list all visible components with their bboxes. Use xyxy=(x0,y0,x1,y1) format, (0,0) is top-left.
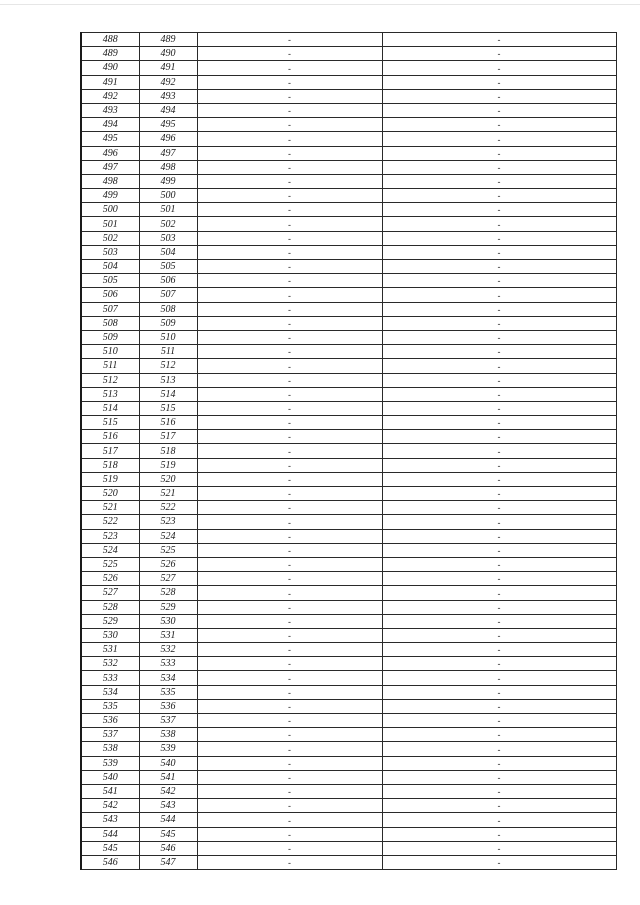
second-number-cell: 500 xyxy=(139,189,197,203)
second-number-cell: 496 xyxy=(139,132,197,146)
second-number-cell: 539 xyxy=(139,742,197,756)
third-column-cell: - xyxy=(197,728,382,742)
table-row xyxy=(81,685,616,699)
third-column-cell: - xyxy=(197,89,382,103)
first-number-cell: 496 xyxy=(81,146,139,160)
first-number-cell: 511 xyxy=(81,359,139,373)
table-row xyxy=(81,756,616,770)
fourth-column-cell: - xyxy=(382,728,616,742)
first-number-cell: 525 xyxy=(81,557,139,571)
first-number-cell: 532 xyxy=(81,657,139,671)
second-number-cell: 526 xyxy=(139,557,197,571)
second-number-cell: 529 xyxy=(139,600,197,614)
second-number-cell: 512 xyxy=(139,359,197,373)
fourth-column-cell: - xyxy=(382,614,616,628)
first-number-cell: 492 xyxy=(81,89,139,103)
table-row xyxy=(81,373,616,387)
first-number-cell: 539 xyxy=(81,756,139,770)
third-column-cell: - xyxy=(197,103,382,117)
fourth-column-cell: - xyxy=(382,174,616,188)
table-row xyxy=(81,714,616,728)
table-row xyxy=(81,416,616,430)
second-number-cell: 538 xyxy=(139,728,197,742)
fourth-column-cell: - xyxy=(382,841,616,855)
third-column-cell: - xyxy=(197,855,382,869)
third-column-cell: - xyxy=(197,416,382,430)
first-number-cell: 490 xyxy=(81,61,139,75)
second-number-cell: 489 xyxy=(139,33,197,47)
second-number-cell: 537 xyxy=(139,714,197,728)
fourth-column-cell: - xyxy=(382,557,616,571)
table-row xyxy=(81,444,616,458)
table-row xyxy=(81,657,616,671)
first-number-cell: 507 xyxy=(81,302,139,316)
fourth-column-cell: - xyxy=(382,231,616,245)
table-row xyxy=(81,572,616,586)
first-number-cell: 522 xyxy=(81,515,139,529)
second-number-cell: 520 xyxy=(139,472,197,486)
fourth-column-cell: - xyxy=(382,47,616,61)
third-column-cell: - xyxy=(197,316,382,330)
first-number-cell: 528 xyxy=(81,600,139,614)
fourth-column-cell: - xyxy=(382,643,616,657)
first-number-cell: 499 xyxy=(81,189,139,203)
table-row xyxy=(81,260,616,274)
fourth-column-cell: - xyxy=(382,203,616,217)
first-number-cell: 495 xyxy=(81,132,139,146)
table-row xyxy=(81,643,616,657)
second-number-cell: 525 xyxy=(139,543,197,557)
first-number-cell: 524 xyxy=(81,543,139,557)
table-row xyxy=(81,742,616,756)
fourth-column-cell: - xyxy=(382,572,616,586)
fourth-column-cell: - xyxy=(382,416,616,430)
fourth-column-cell: - xyxy=(382,260,616,274)
first-number-cell: 544 xyxy=(81,827,139,841)
second-number-cell: 506 xyxy=(139,274,197,288)
second-number-cell: 502 xyxy=(139,217,197,231)
first-number-cell: 519 xyxy=(81,472,139,486)
second-number-cell: 533 xyxy=(139,657,197,671)
third-column-cell: - xyxy=(197,373,382,387)
third-column-cell: - xyxy=(197,75,382,89)
second-number-cell: 494 xyxy=(139,103,197,117)
table-row xyxy=(81,543,616,557)
fourth-column-cell: - xyxy=(382,75,616,89)
first-number-cell: 535 xyxy=(81,699,139,713)
third-column-cell: - xyxy=(197,827,382,841)
second-number-cell: 547 xyxy=(139,855,197,869)
first-number-cell: 509 xyxy=(81,330,139,344)
second-number-cell: 542 xyxy=(139,784,197,798)
first-number-cell: 514 xyxy=(81,401,139,415)
table-row xyxy=(81,557,616,571)
table-row xyxy=(81,799,616,813)
table-row xyxy=(81,600,616,614)
first-number-cell: 536 xyxy=(81,714,139,728)
first-number-cell: 491 xyxy=(81,75,139,89)
table-row xyxy=(81,784,616,798)
second-number-cell: 527 xyxy=(139,572,197,586)
fourth-column-cell: - xyxy=(382,515,616,529)
table-row xyxy=(81,47,616,61)
second-number-cell: 509 xyxy=(139,316,197,330)
third-column-cell: - xyxy=(197,501,382,515)
fourth-column-cell: - xyxy=(382,742,616,756)
first-number-cell: 537 xyxy=(81,728,139,742)
third-column-cell: - xyxy=(197,401,382,415)
fourth-column-cell: - xyxy=(382,501,616,515)
fourth-column-cell: - xyxy=(382,160,616,174)
third-column-cell: - xyxy=(197,430,382,444)
third-column-cell: - xyxy=(197,699,382,713)
first-number-cell: 529 xyxy=(81,614,139,628)
fourth-column-cell: - xyxy=(382,543,616,557)
third-column-cell: - xyxy=(197,458,382,472)
table-row xyxy=(81,430,616,444)
third-column-cell: - xyxy=(197,189,382,203)
second-number-cell: 492 xyxy=(139,75,197,89)
fourth-column-cell: - xyxy=(382,274,616,288)
fourth-column-cell: - xyxy=(382,685,616,699)
table-row xyxy=(81,345,616,359)
fourth-column-cell: - xyxy=(382,373,616,387)
third-column-cell: - xyxy=(197,387,382,401)
first-number-cell: 523 xyxy=(81,529,139,543)
table-row xyxy=(81,501,616,515)
third-column-cell: - xyxy=(197,643,382,657)
third-column-cell: - xyxy=(197,203,382,217)
second-number-cell: 540 xyxy=(139,756,197,770)
first-number-cell: 520 xyxy=(81,487,139,501)
table-row xyxy=(81,302,616,316)
second-number-cell: 490 xyxy=(139,47,197,61)
second-number-cell: 513 xyxy=(139,373,197,387)
third-column-cell: - xyxy=(197,543,382,557)
second-number-cell: 536 xyxy=(139,699,197,713)
first-number-cell: 501 xyxy=(81,217,139,231)
second-number-cell: 493 xyxy=(139,89,197,103)
table-row xyxy=(81,855,616,869)
second-number-cell: 511 xyxy=(139,345,197,359)
fourth-column-cell: - xyxy=(382,359,616,373)
table-row xyxy=(81,174,616,188)
table-row xyxy=(81,699,616,713)
third-column-cell: - xyxy=(197,472,382,486)
first-number-cell: 500 xyxy=(81,203,139,217)
fourth-column-cell: - xyxy=(382,103,616,117)
table-row xyxy=(81,671,616,685)
fourth-column-cell: - xyxy=(382,756,616,770)
first-number-cell: 503 xyxy=(81,245,139,259)
first-number-cell: 488 xyxy=(81,33,139,47)
second-number-cell: 546 xyxy=(139,841,197,855)
fourth-column-cell: - xyxy=(382,586,616,600)
fourth-column-cell: - xyxy=(382,813,616,827)
first-number-cell: 538 xyxy=(81,742,139,756)
fourth-column-cell: - xyxy=(382,600,616,614)
second-number-cell: 510 xyxy=(139,330,197,344)
fourth-column-cell: - xyxy=(382,799,616,813)
fourth-column-cell: - xyxy=(382,444,616,458)
first-number-cell: 530 xyxy=(81,628,139,642)
third-column-cell: - xyxy=(197,714,382,728)
second-number-cell: 503 xyxy=(139,231,197,245)
fourth-column-cell: - xyxy=(382,770,616,784)
fourth-column-cell: - xyxy=(382,146,616,160)
table-row xyxy=(81,813,616,827)
fourth-column-cell: - xyxy=(382,827,616,841)
second-number-cell: 491 xyxy=(139,61,197,75)
third-column-cell: - xyxy=(197,685,382,699)
first-number-cell: 502 xyxy=(81,231,139,245)
first-number-cell: 498 xyxy=(81,174,139,188)
fourth-column-cell: - xyxy=(382,487,616,501)
first-number-cell: 534 xyxy=(81,685,139,699)
first-number-cell: 545 xyxy=(81,841,139,855)
first-number-cell: 513 xyxy=(81,387,139,401)
table-row xyxy=(81,529,616,543)
third-column-cell: - xyxy=(197,600,382,614)
table-row xyxy=(81,146,616,160)
second-number-cell: 517 xyxy=(139,430,197,444)
table-row xyxy=(81,118,616,132)
third-column-cell: - xyxy=(197,174,382,188)
table-row xyxy=(81,586,616,600)
first-number-cell: 497 xyxy=(81,160,139,174)
fourth-column-cell: - xyxy=(382,472,616,486)
third-column-cell: - xyxy=(197,274,382,288)
table-row xyxy=(81,160,616,174)
second-number-cell: 514 xyxy=(139,387,197,401)
second-number-cell: 522 xyxy=(139,501,197,515)
second-number-cell: 519 xyxy=(139,458,197,472)
table-row xyxy=(81,217,616,231)
fourth-column-cell: - xyxy=(382,430,616,444)
third-column-cell: - xyxy=(197,813,382,827)
third-column-cell: - xyxy=(197,33,382,47)
first-number-cell: 493 xyxy=(81,103,139,117)
table-row xyxy=(81,75,616,89)
table-row xyxy=(81,401,616,415)
second-number-cell: 504 xyxy=(139,245,197,259)
table-row xyxy=(81,61,616,75)
table-row xyxy=(81,89,616,103)
first-number-cell: 540 xyxy=(81,770,139,784)
table-row xyxy=(81,458,616,472)
table-row xyxy=(81,132,616,146)
first-number-cell: 505 xyxy=(81,274,139,288)
first-number-cell: 516 xyxy=(81,430,139,444)
third-column-cell: - xyxy=(197,288,382,302)
third-column-cell: - xyxy=(197,770,382,784)
third-column-cell: - xyxy=(197,742,382,756)
fourth-column-cell: - xyxy=(382,855,616,869)
third-column-cell: - xyxy=(197,799,382,813)
third-column-cell: - xyxy=(197,487,382,501)
third-column-cell: - xyxy=(197,359,382,373)
first-number-cell: 515 xyxy=(81,416,139,430)
third-column-cell: - xyxy=(197,132,382,146)
fourth-column-cell: - xyxy=(382,458,616,472)
first-number-cell: 506 xyxy=(81,288,139,302)
first-number-cell: 518 xyxy=(81,458,139,472)
second-number-cell: 524 xyxy=(139,529,197,543)
fourth-column-cell: - xyxy=(382,89,616,103)
first-number-cell: 517 xyxy=(81,444,139,458)
register-table xyxy=(80,32,617,870)
first-number-cell: 527 xyxy=(81,586,139,600)
register-table-body xyxy=(81,33,616,870)
fourth-column-cell: - xyxy=(382,316,616,330)
second-number-cell: 516 xyxy=(139,416,197,430)
first-number-cell: 512 xyxy=(81,373,139,387)
first-number-cell: 531 xyxy=(81,643,139,657)
second-number-cell: 497 xyxy=(139,146,197,160)
table-row xyxy=(81,103,616,117)
fourth-column-cell: - xyxy=(382,245,616,259)
fourth-column-cell: - xyxy=(382,302,616,316)
table-row xyxy=(81,359,616,373)
table-row xyxy=(81,231,616,245)
fourth-column-cell: - xyxy=(382,118,616,132)
second-number-cell: 505 xyxy=(139,260,197,274)
table-row xyxy=(81,628,616,642)
fourth-column-cell: - xyxy=(382,189,616,203)
third-column-cell: - xyxy=(197,614,382,628)
second-number-cell: 541 xyxy=(139,770,197,784)
third-column-cell: - xyxy=(197,118,382,132)
second-number-cell: 544 xyxy=(139,813,197,827)
third-column-cell: - xyxy=(197,160,382,174)
table-row xyxy=(81,487,616,501)
table-row xyxy=(81,330,616,344)
third-column-cell: - xyxy=(197,586,382,600)
table-row xyxy=(81,189,616,203)
table-row xyxy=(81,203,616,217)
third-column-cell: - xyxy=(197,217,382,231)
table-row xyxy=(81,770,616,784)
fourth-column-cell: - xyxy=(382,657,616,671)
fourth-column-cell: - xyxy=(382,61,616,75)
third-column-cell: - xyxy=(197,628,382,642)
third-column-cell: - xyxy=(197,231,382,245)
second-number-cell: 531 xyxy=(139,628,197,642)
second-number-cell: 523 xyxy=(139,515,197,529)
third-column-cell: - xyxy=(197,671,382,685)
second-number-cell: 545 xyxy=(139,827,197,841)
table-row xyxy=(81,841,616,855)
fourth-column-cell: - xyxy=(382,330,616,344)
fourth-column-cell: - xyxy=(382,33,616,47)
fourth-column-cell: - xyxy=(382,529,616,543)
first-number-cell: 508 xyxy=(81,316,139,330)
page-top-rule xyxy=(0,4,640,5)
third-column-cell: - xyxy=(197,146,382,160)
third-column-cell: - xyxy=(197,572,382,586)
second-number-cell: 535 xyxy=(139,685,197,699)
fourth-column-cell: - xyxy=(382,132,616,146)
third-column-cell: - xyxy=(197,47,382,61)
second-number-cell: 508 xyxy=(139,302,197,316)
second-number-cell: 530 xyxy=(139,614,197,628)
third-column-cell: - xyxy=(197,245,382,259)
second-number-cell: 528 xyxy=(139,586,197,600)
first-number-cell: 541 xyxy=(81,784,139,798)
table-row xyxy=(81,515,616,529)
first-number-cell: 542 xyxy=(81,799,139,813)
first-number-cell: 489 xyxy=(81,47,139,61)
third-column-cell: - xyxy=(197,260,382,274)
second-number-cell: 495 xyxy=(139,118,197,132)
table-row xyxy=(81,614,616,628)
table-row xyxy=(81,387,616,401)
second-number-cell: 521 xyxy=(139,487,197,501)
third-column-cell: - xyxy=(197,557,382,571)
fourth-column-cell: - xyxy=(382,387,616,401)
first-number-cell: 533 xyxy=(81,671,139,685)
third-column-cell: - xyxy=(197,61,382,75)
third-column-cell: - xyxy=(197,529,382,543)
first-number-cell: 546 xyxy=(81,855,139,869)
fourth-column-cell: - xyxy=(382,217,616,231)
third-column-cell: - xyxy=(197,784,382,798)
second-number-cell: 507 xyxy=(139,288,197,302)
second-number-cell: 532 xyxy=(139,643,197,657)
first-number-cell: 510 xyxy=(81,345,139,359)
third-column-cell: - xyxy=(197,330,382,344)
second-number-cell: 543 xyxy=(139,799,197,813)
first-number-cell: 526 xyxy=(81,572,139,586)
third-column-cell: - xyxy=(197,302,382,316)
first-number-cell: 543 xyxy=(81,813,139,827)
fourth-column-cell: - xyxy=(382,628,616,642)
table-row xyxy=(81,827,616,841)
table-row xyxy=(81,288,616,302)
second-number-cell: 518 xyxy=(139,444,197,458)
table-row xyxy=(81,316,616,330)
third-column-cell: - xyxy=(197,515,382,529)
table-row xyxy=(81,245,616,259)
table-row xyxy=(81,274,616,288)
fourth-column-cell: - xyxy=(382,699,616,713)
second-number-cell: 515 xyxy=(139,401,197,415)
second-number-cell: 534 xyxy=(139,671,197,685)
fourth-column-cell: - xyxy=(382,288,616,302)
third-column-cell: - xyxy=(197,841,382,855)
third-column-cell: - xyxy=(197,756,382,770)
fourth-column-cell: - xyxy=(382,671,616,685)
third-column-cell: - xyxy=(197,345,382,359)
fourth-column-cell: - xyxy=(382,401,616,415)
fourth-column-cell: - xyxy=(382,345,616,359)
fourth-column-cell: - xyxy=(382,714,616,728)
first-number-cell: 504 xyxy=(81,260,139,274)
fourth-column-cell: - xyxy=(382,784,616,798)
table-row xyxy=(81,33,616,47)
table-row xyxy=(81,728,616,742)
table-row xyxy=(81,472,616,486)
first-number-cell: 494 xyxy=(81,118,139,132)
second-number-cell: 498 xyxy=(139,160,197,174)
third-column-cell: - xyxy=(197,444,382,458)
third-column-cell: - xyxy=(197,657,382,671)
second-number-cell: 499 xyxy=(139,174,197,188)
second-number-cell: 501 xyxy=(139,203,197,217)
first-number-cell: 521 xyxy=(81,501,139,515)
